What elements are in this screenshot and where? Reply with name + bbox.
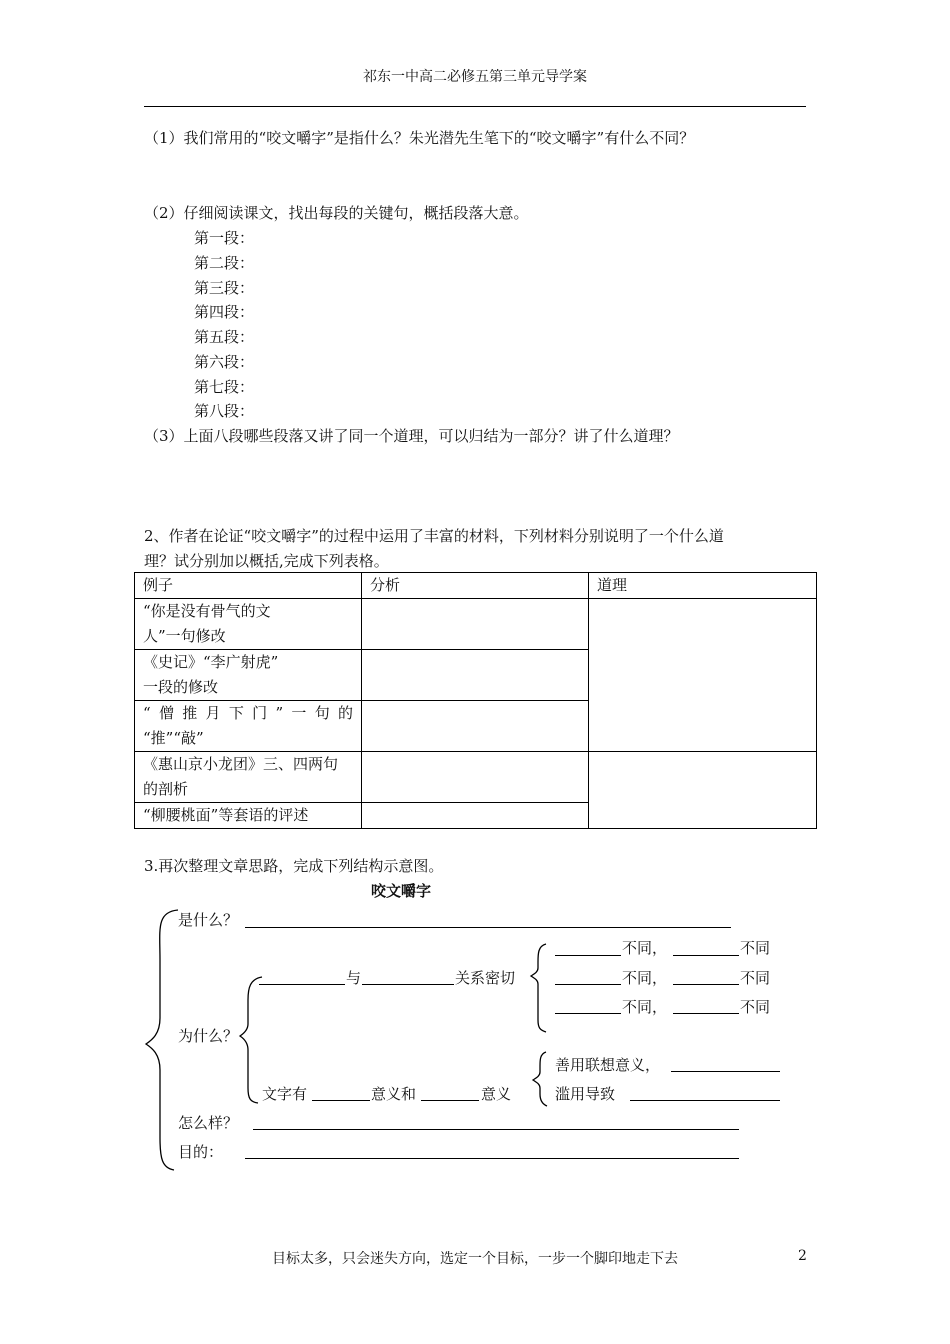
question-2: （2）仔细阅读课文，找出每段的关键句，概括段落大意。 — [144, 204, 529, 222]
header-example: 例子 — [135, 573, 362, 599]
question-3: （3）上面八段哪些段落又讲了同一个道理，可以归结为一部分？讲了什么道理？ — [144, 427, 679, 445]
purpose-label: 目的： — [178, 1143, 224, 1161]
paragraph-item: 第二段： — [194, 254, 255, 272]
and-label: 与 — [346, 969, 362, 987]
paragraph-item: 第一段： — [194, 229, 255, 247]
why-brace — [240, 977, 262, 1103]
difference-blank[interactable] — [673, 955, 739, 956]
purpose-answer-line[interactable] — [245, 1158, 739, 1159]
meaning-blank-1[interactable] — [312, 1100, 370, 1101]
example-cell: 《史记》“李广射虎” 一段的修改 — [135, 650, 362, 701]
example-cell: “柳腰桃面”等套语的评述 — [135, 803, 362, 829]
why-label: 为什么？ — [178, 1027, 239, 1045]
meaning-label: 意义 — [481, 1085, 512, 1103]
difference-blank[interactable] — [673, 984, 739, 985]
text-has-label: 文字有 — [262, 1085, 308, 1103]
meaning-and-label: 意义和 — [371, 1085, 417, 1103]
page-number: 2 — [798, 1248, 807, 1264]
paragraph-item: 第五段： — [194, 328, 255, 346]
task-2-line-1: 2、作者在论证“咬文嚼字”的过程中运用了丰富的材料，下列材料分别说明了一个什么道 — [144, 527, 724, 545]
task-3: 3.再次整理文章思路，完成下列结构示意图。 — [144, 857, 444, 875]
paragraph-item: 第四段： — [194, 303, 255, 321]
how-label: 怎么样？ — [178, 1114, 239, 1132]
main-brace — [146, 910, 178, 1170]
abuse-label: 滥用导致 — [555, 1085, 616, 1103]
task-2-line-2: 理？试分别加以概括,完成下列表格。 — [144, 552, 389, 570]
header-principle: 道理 — [589, 573, 817, 599]
header-analysis: 分析 — [362, 573, 589, 599]
difference-blank[interactable] — [555, 1013, 621, 1014]
abuse-blank[interactable] — [630, 1100, 780, 1101]
example-cell: “你是没有骨气的文 人”一句修改 — [135, 599, 362, 650]
page-header: 祁东一中高二必修五第三单元导学案 — [363, 69, 587, 85]
how-answer-line[interactable] — [253, 1129, 739, 1130]
paragraph-item: 第六段： — [194, 353, 255, 371]
what-answer-line[interactable] — [245, 927, 731, 928]
relation-brace — [531, 944, 546, 1032]
question-1: （1）我们常用的“咬文嚼字”是指什么？朱光潜先生笔下的“咬文嚼字”有什么不同？ — [144, 129, 695, 147]
difference-blank[interactable] — [555, 984, 621, 985]
example-cell: 《惠山京小龙团》三、四两句 的剖析 — [135, 752, 362, 803]
relation-blank-2[interactable] — [362, 984, 454, 985]
paragraph-item: 第七段： — [194, 378, 255, 396]
diagram-title: 咬文嚼字 — [371, 882, 432, 900]
difference-blank[interactable] — [673, 1013, 739, 1014]
what-label: 是什么？ — [178, 911, 239, 929]
page-footer: 目标太多，只会迷失方向，选定一个目标，一步一个脚印地走下去 — [272, 1251, 678, 1267]
use-association-blank[interactable] — [671, 1071, 780, 1072]
relation-blank-1[interactable] — [259, 984, 345, 985]
example-cell: “僧推月下门”一句的 “推”“敲” — [135, 701, 362, 752]
paragraph-item: 第八段： — [194, 402, 255, 420]
difference-blank[interactable] — [555, 955, 621, 956]
use-association-label: 善用联想意义， — [555, 1056, 661, 1074]
paragraph-item: 第三段： — [194, 279, 255, 297]
close-relation-label: 关系密切 — [455, 969, 516, 987]
meaning-brace — [533, 1052, 547, 1106]
meaning-blank-2[interactable] — [421, 1100, 479, 1101]
